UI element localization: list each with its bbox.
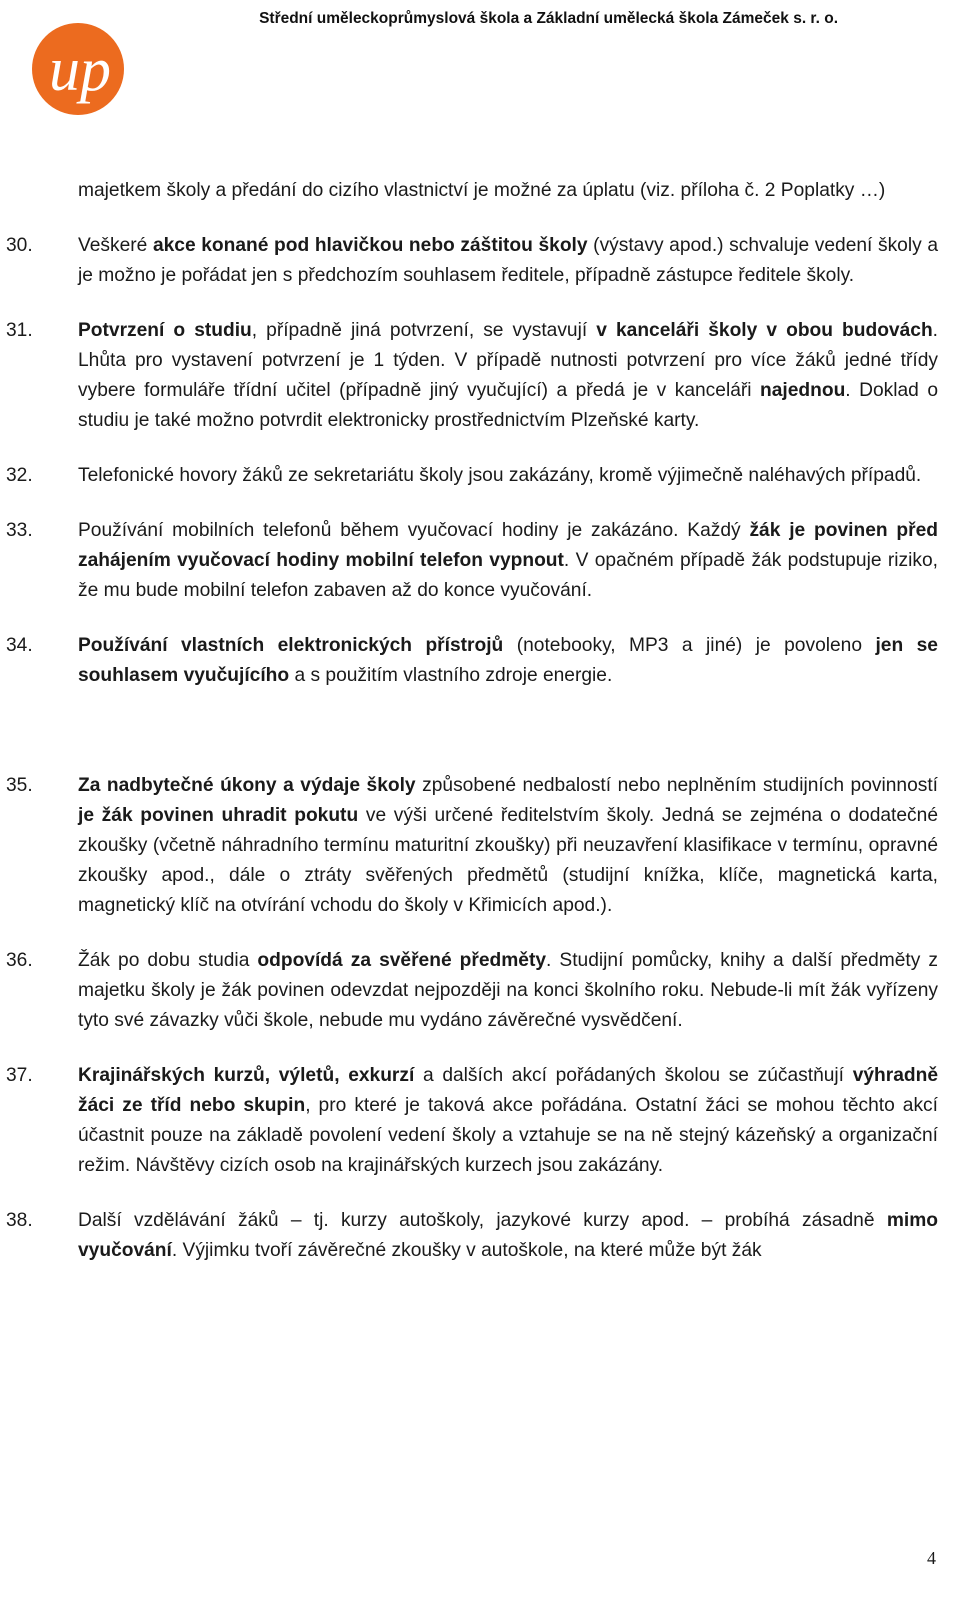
document-body: [6, 176, 938, 1266]
item-31: [6, 316, 938, 436]
item-text: způsobené nedbalostí nebo neplněním studijních povinností: [415, 775, 938, 796]
item-bold-text: výhradně žáci ze tříd nebo skupin: [78, 1065, 939, 1116]
item-number: 35.: [6, 775, 33, 796]
item-number: 31.: [6, 320, 33, 341]
item-number: 36.: [6, 950, 33, 971]
item-bold-text: v kanceláři školy v obou budovách: [596, 320, 933, 341]
item-34: [6, 631, 938, 691]
item-text: a s použitím vlastního zdroje energie.: [289, 665, 613, 686]
item-bold-text: Za nadbytečné úkony a výdaje školy: [78, 775, 416, 796]
item-text: (notebooky, MP3 a jiné) je povoleno: [503, 635, 876, 656]
item-text: , pro které je taková akce pořádána. Ostatní žáci se mohou těchto akcí účastnit pouze na základě povolení vedení školy a vztahuje se na ně stejný kázeňský a organizační režim. Návštěvy cizích osob na krajinářských kurzech jsou zakázány.: [78, 1095, 938, 1176]
item-36: [6, 946, 938, 1036]
item-text: Telefonické hovory žáků ze sekretariátu školy jsou zakázány, kromě výjimečně naléhavých případů.: [78, 465, 922, 486]
item-text: . Studijní pomůcky, knihy a další předměty z majetku školy je žák povinen odevzdat nejpozději na konci školního roku. Nebude-li mít žák vyřízeny tyto své závazky vůči škole, nebude mu vydáno závěrečné vysvědčení.: [78, 950, 938, 1031]
item-number: 37.: [6, 1065, 33, 1086]
item-bold-text: žák je povinen před zahájením vyučovací hodiny mobilní telefon vypnout: [78, 520, 938, 571]
item-text: (výstavy apod.) schvaluje vedení školy a je možno je pořádat jen s předchozím souhlasem ředitele, případně zástupce ředitele školy.: [78, 235, 938, 286]
item-text: Veškeré: [78, 235, 153, 256]
item-bold-text: Používání vlastních elektronických přístrojů: [78, 635, 504, 656]
item-text: Používání mobilních telefonů během vyučovací hodiny je zakázáno. Každý: [78, 520, 750, 541]
item-number: 30.: [6, 235, 33, 256]
item-bold-text: je žák povinen uhradit pokutu: [78, 805, 359, 826]
school-logo: [30, 8, 126, 130]
item-number: 33.: [6, 520, 33, 541]
logo-lettering: up: [49, 36, 111, 104]
item-text: a dalších akcí pořádaných školou se zúčastňují: [414, 1065, 853, 1086]
item-bold-text: jen se souhlasem vyučujícího: [78, 635, 938, 686]
item-37: [6, 1061, 938, 1181]
item-bold-text: Potvrzení o studiu: [78, 320, 252, 341]
item-bold-text: najednou: [760, 380, 846, 401]
item-number: 32.: [6, 465, 33, 486]
item-text: . Lhůta pro vystavení potvrzení je 1 týden. V případě nutnosti potvrzení pro více žáků jedné třídy vybere formuláře třídní učitel (případně jiný vyučující) a předá je v kanceláři: [78, 320, 939, 401]
item-bold-text: Krajinářských kurzů, výletů, exkurzí: [78, 1065, 415, 1086]
item-text: . V opačném případě žák podstupuje riziko, že mu bude mobilní telefon zabaven až do konce vyučování.: [78, 550, 938, 601]
item-bold-text: odpovídá za svěřené předměty: [257, 950, 547, 971]
item-number: 38.: [6, 1210, 33, 1231]
item-33: [6, 516, 938, 606]
item-text: ve výši určené ředitelstvím školy. Jedná se zejména o dodatečné zkoušky (včetně náhradního termínu maturitní zkoušky) při neuzavření klasifikace v termínu, opravné zkoušky apod., dále o ztráty svěřených předmětů (studijní knížka, klíče, magnetická karta, magnetický klíč na otvírání vchodu do školy v Křimicích apod.).: [78, 805, 938, 916]
item-text: Další vzdělávání žáků – tj. kurzy autoškoly, jazykové kurzy apod. – probíhá zásadně: [78, 1210, 887, 1231]
item-bold-text: mimo vyučování: [78, 1210, 938, 1261]
item-text: . Doklad o studiu je také možno potvrdit elektronicky prostřednictvím Plzeňské karty.: [78, 380, 938, 431]
item-text: . Výjimku tvoří závěrečné zkoušky v autoškole, na které může být žák: [171, 1240, 762, 1261]
intro-paragraph: [6, 176, 938, 206]
item-number: 34.: [6, 635, 33, 656]
page-number: 4: [927, 1548, 936, 1568]
item-text: Žák po dobu studia: [78, 950, 258, 971]
school-name-header: Střední uměleckoprůmyslová škola a Základní umělecká škola Zámeček s. r. o.: [259, 10, 838, 27]
item-bold-text: akce konané pod hlavičkou nebo záštitou školy: [152, 235, 588, 256]
item-32: [6, 461, 938, 491]
item-35: [6, 771, 938, 921]
item-38: [6, 1206, 938, 1266]
item-text: , případně jiná potvrzení, se vystavují: [251, 320, 597, 341]
item-30: [6, 231, 938, 291]
intro-text: majetkem školy a předání do cizího vlastnictví je možné za úplatu (viz. příloha č. 2 Poplatky …): [78, 180, 886, 201]
